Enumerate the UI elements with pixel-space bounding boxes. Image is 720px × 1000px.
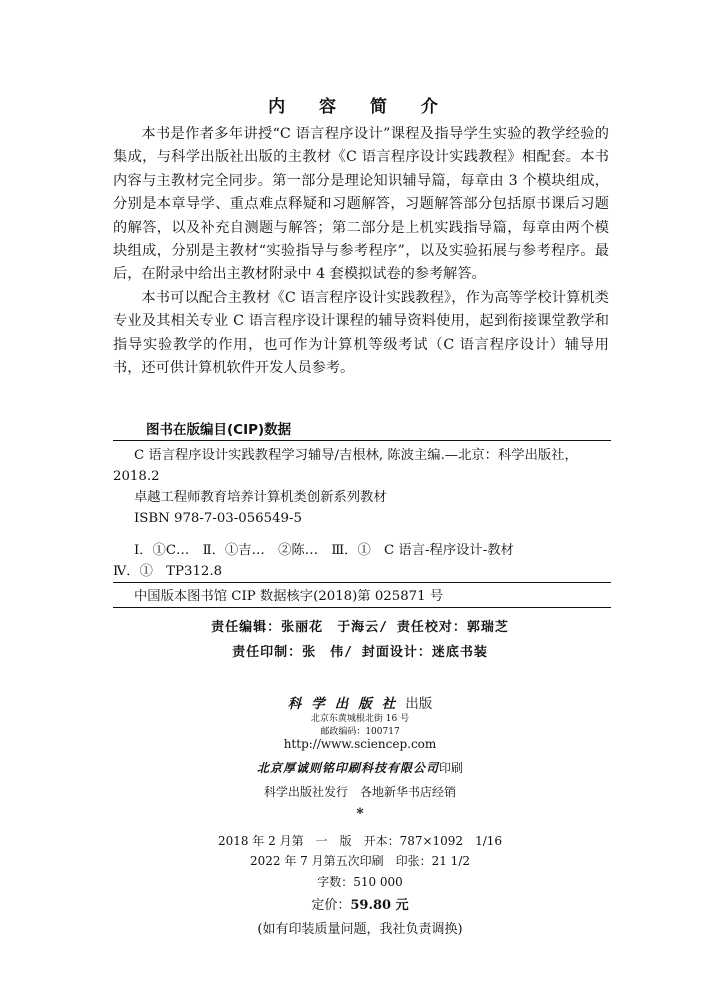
cip-date-line: 2018.2 <box>113 469 160 484</box>
quality-notice: (如有印装质量问题，我社负责调换) <box>257 922 463 937</box>
summary-paragraph-1: 本书是作者多年讲授“C 语言程序设计”课程及指导学生实验的教学经验的集成，与科学出版社出版的主教材《C 语言程序设计实践教程》相配套。本书内容与主教材完全同步。第一部分是理论知识辅导篇，每章由 3 个模块组成，分别是本章导学、重点难点释疑和习题解答，习题解答部分包括原书课后习题的解答，以及补充自测题与解答；第二部分是上机实践指导篇，每章由两个模块组成，分别是主教材“实验指导与参考程序”，以及实验拓展与参考程序。最后，在附录中给出主教材附录中 4 套模拟试卷的参考解答。 <box>113 126 609 283</box>
publisher-postcode: 邮政编码：100717 <box>320 727 400 737</box>
cip-series-line: 卓越工程师教育培养计算机类创新系列教材 <box>134 490 387 505</box>
distribution-line: 科学出版社发行 各地新华书店经销 <box>263 785 456 799</box>
summary-body <box>113 123 609 380</box>
word-count: 字数：510 000 <box>317 875 403 889</box>
cip-title-line: C 语言程序设计实践教程学习辅导/吉根林, 陈波主编.—北京：科学出版社， <box>134 448 578 463</box>
printer-line <box>0 759 720 776</box>
cip-class-line-1: Ⅰ．①C… Ⅱ．①吉… ②陈… Ⅲ．① C 语言-程序设计-教材 <box>134 543 514 558</box>
edition-line-1: 2018 年 2 月第 一 版 开本：787×1092 1/16 <box>217 834 503 848</box>
star-divider: * <box>356 806 364 822</box>
price-value: 59.80 元 <box>350 898 409 913</box>
publisher-url: http://www.sciencep.com <box>283 737 437 751</box>
cip-data-number: 中国版本图书馆 CIP 数据核字(2018)第 025871 号 <box>134 589 444 604</box>
cip-heading: 图书在版编目(CIP)数据 <box>146 422 292 438</box>
price-line <box>0 894 720 913</box>
cip-bottom-rule <box>113 607 611 608</box>
publisher-address: 北京东黄城根北街 16 号 <box>310 714 410 724</box>
credits-printing: 责任印制：张 伟/ 封面设计：迷底书装 <box>232 645 488 660</box>
summary-title: 内 容 简 介 <box>268 97 452 117</box>
cip-middle-rule <box>113 582 611 583</box>
edition-line-2: 2022 年 7 月第五次印刷 印张：21 1/2 <box>249 854 470 868</box>
printer-suffix: 印刷 <box>439 761 464 775</box>
credits-editors: 责任编辑：张丽花 于海云/ 责任校对：郭瑞芝 <box>211 620 509 635</box>
cip-classification <box>113 540 611 582</box>
printer-name: 北京厚诚则铭印刷科技有限公司 <box>256 761 439 775</box>
cip-top-rule <box>113 440 611 441</box>
cip-isbn-line: ISBN 978-7-03-056549-5 <box>134 511 302 526</box>
publisher-name <box>0 692 720 712</box>
cip-class-line-2: Ⅳ．① TP312.8 <box>113 564 223 579</box>
price-label: 定价： <box>311 898 351 913</box>
summary-paragraph-2: 本书可以配合主教材《C 语言程序设计实践教程》，作为高等学校计算机类专业及其相关专业 C 语言程序设计课程的辅导资料使用，起到衔接课堂教学和指导实验教学的作用，也可作为计算机等级考试（C 语言程序设计）辅导用书，还可供计算机软件开发人员参考。 <box>113 289 609 377</box>
publisher-logo-text: 科学出版社 <box>287 696 406 712</box>
publisher-suffix: 出版 <box>405 696 433 712</box>
cip-description <box>113 445 611 529</box>
